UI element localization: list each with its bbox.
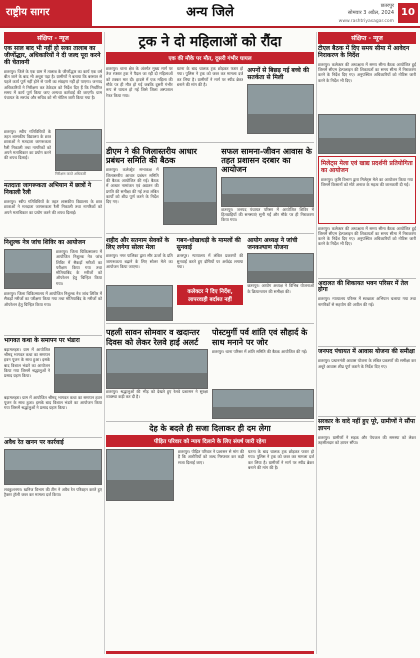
article-text: छतरपुर। जिले के एक ग्राम में तालाब के जीर्णोद्धार का कार्य एक वर्ष बीत जाने के बाद भी अधूरा पड़ा है। ग्रामीणों ने बताया कि बरसात से पहले कार्य पूर्ण नहीं होने से पानी का संग्रहण नहीं हो पाएगा। जनपद अधिकारियों ने निरीक्षण कर ठेकेदार को निर्देश दिए हैं कि निर्धारित समय में कार्य पूर्ण किया जाए अन्यथा कार्रवाई की जाएगी। ग्राम पंचायत के सरपंच और सचिव को भी नोटिस जारी किया गया है। — [4, 68, 102, 101]
date-label: सोमवार 3 अप्रैल, 2024 — [347, 10, 394, 16]
article-text: छतरपुर। न्यायालय परिसर में स्वच्छता अभियान चलाया गया तथा नागरिकों से सहयोग की अपील की गई। — [318, 296, 416, 307]
middle-column — [106, 32, 314, 654]
article-text: छतरपुर। नगर पालिका द्वारा सौर ऊर्जा के प्रति जागरूकता बढ़ाने के लिए सोलर मेले का आयोजन किया जाएगा। — [106, 253, 173, 270]
headline: गबन-धोखाधड़ी के मामलों की सुनवाई — [176, 236, 241, 251]
right-column — [318, 32, 416, 654]
column-divider — [316, 32, 317, 654]
column-divider — [104, 32, 105, 654]
news-photo — [4, 449, 102, 485]
masthead-info — [348, 3, 394, 17]
highlight-box: कलेक्टर ने दिए निर्देश, लापरवाही बर्दाश्त नहीं — [177, 285, 244, 305]
headline: मतदाता जागरूकता अभियान में छात्रों ने निकाली रैली — [4, 182, 92, 197]
headline: डीएम ने की जिलास्तरीय आधार प्रबंधन समिति की बैठक — [106, 146, 197, 166]
headline: सफल सामना-जीवन आवास के तहत प्रशासन दरबार का आयोजन — [221, 146, 312, 175]
section-title: अन्य जिले — [186, 5, 234, 20]
article-text: छतरपुर। स्वीप गतिविधियों के तहत शासकीय विद्यालय के छात्र छात्राओं ने मतदाता जागरूकता रैली निकाली तथा नागरिकों को अपने मताधिकार का प्रयोग करने की शपथ दिलाई। — [4, 128, 51, 161]
news-photo — [106, 285, 173, 321]
article-text: छतरपुर। पीड़ित परिवार ने प्रशासन से मांग की है कि आरोपियों को जल्द गिरफ्तार कर कड़ी सजा दिलाई जाए। — [178, 449, 244, 465]
article-text: छतरपुर। कृषि विभाग द्वारा मिलेट्स मेले का आयोजन किया गया जिसमें किसानों को मोटे अनाज के महत्व की जानकारी दी गई। — [321, 176, 413, 187]
news-photo — [318, 114, 416, 154]
article-text: छतरपुर। कलेक्ट्रेट सभाकक्ष में जिलास्तरीय आधार प्रबंधन समिति की बैठक आयोजित की गई। बैठक में आधार नामांकन एवं अद्यतन की प्रगति की समीक्षा की गई तथा लंबित कार्यों को शीघ्र पूर्ण करने के निर्देश दिए गए। — [106, 167, 159, 205]
website-url: www.rashtriyasagar.com — [338, 19, 394, 24]
subheadline: पीड़ित परिवार को न्याय दिलाने के लिए संघर्ष जारी रहेगा — [106, 435, 314, 447]
article-text: छतरपुर। स्वीप गतिविधियों के तहत शासकीय विद्यालय के छात्र छात्राओं ने मतदाता जागरूकता रैली निकाली तथा नागरिकों को अपने मताधिकार का प्रयोग करने की शपथ दिलाई। — [4, 199, 102, 215]
news-photo — [247, 253, 314, 283]
left-column — [4, 32, 102, 654]
article-text: घटना के बाद चालक ट्रक छोड़कर फरार हो गया। पुलिस ने ट्रक को जब्त कर मामला दर्ज कर लिया है। ग्रामीणों ने मार्ग पर स्पीड ब्रेकर बनाने की मांग की है। — [176, 66, 244, 87]
news-photo — [221, 177, 314, 207]
section-band: संक्षिप्त - न्यूज — [318, 32, 416, 44]
headline: अपनों से बिछड़ गई बच्चे की सतर्कता से मिली — [247, 67, 310, 81]
boxed-story — [318, 156, 416, 224]
headline: भागवत कथा के समापन पर भंडारा — [4, 336, 80, 344]
headline: निशुल्क नेत्र जांच शिविर का आयोजन — [4, 239, 86, 247]
headline: अदालत की शिकायत भवन परिसर में तेल होगा — [318, 279, 409, 294]
footer-strip — [106, 651, 314, 654]
headline: अवैध रेत खनन पर कार्रवाई — [4, 438, 64, 446]
article-text: बड़ामलहरा। ग्राम में आयोजित श्रीमद् भागवत कथा का समापन हवन पूजन के साथ हुआ। इसके बाद विशाल भंडारे का आयोजन किया गया जिसमें श्रद्धालुओं ने प्रसाद ग्रहण किया। — [4, 346, 50, 379]
article-text: घटना के बाद चालक ट्रक छोड़कर फरार हो गया। पुलिस ने ट्रक को जब्त कर मामला दर्ज कर लिया है। ग्रामीणों ने मार्ग पर स्पीड ब्रेकर बनाने की मांग की है। — [248, 449, 314, 470]
article-text: छतरपुर। कलेक्टर की अध्यक्षता में समय सीमा बैठक आयोजित हुई जिसमें सीएम हेल्पलाइन की शिकायतों का समय सीमा में निराकरण करने के निर्देश दिए गए। अनुपस्थित अधिकारियों को नोटिस जारी करने के निर्देश भी दिए। — [318, 225, 416, 247]
lead-headline: ट्रक ने दो महिलाओं को रौंदा — [138, 34, 282, 50]
news-photo — [163, 167, 218, 225]
news-photo — [106, 449, 174, 501]
news-photo — [212, 389, 314, 419]
article-text: छतरपुर। जिला चिकित्सालय में आयोजित निशुल्क नेत्र जांच शिविर में सैकड़ों मरीजों का परीक्षण किया गया तथा मोतियाबिंद के मरीजों को ऑपरेशन हेतु चिन्हित किया गया। — [56, 248, 102, 286]
headline: शहीद और सतनाम सेवकों के लिए लगेगा सोलर मेला — [106, 236, 170, 251]
article-text: छतरपुर। श्रद्धालुओं की भीड़ को देखते हुए रेलवे प्रशासन ने सुरक्षा व्यवस्था कड़ी कर दी है। — [106, 388, 208, 400]
article-text: छतरपुर। थाना क्षेत्र के अंतर्गत मुख्य मार्ग पर तेज रफ्तार ट्रक ने पैदल जा रही दो महिलाओं को टक्कर मार दी। हादसे में एक महिला की मौके पर ही मौत हो गई जबकि दूसरी गंभीर रूप से घायल हो गई जिसे जिला अस्पताल रेफर किया गया। — [106, 66, 173, 98]
headline: पहली सावन सोमवार व खदान्तर दिवस को लेकर रेलवे हाई अलर्ट — [106, 327, 200, 347]
page-number: 10 — [398, 3, 418, 23]
article-text: लवकुशनगर। खनिज विभाग की टीम ने अवैध रेत परिवहन करते हुए ट्रैक्टर ट्रॉली जब्त कर मामला दर्ज किया। — [4, 486, 102, 498]
article-text: छतरपुर। प्रधानमंत्री आवास योजना के लंबित प्रकरणों की समीक्षा कर अधूरे आवास शीघ्र पूर्ण कराने के निर्देश दिए गए। — [318, 358, 416, 369]
headline: पोस्टमुर्गी पर्व शांति एवं सौहार्द के साथ मनाने पर जोर — [212, 327, 308, 347]
headline: सरकार के वादे नहीं हुए पूरे, ग्रामीणों ने सौंपा ज्ञापन — [318, 418, 415, 433]
headline: देह के बदले ही सजा दिलाकर ही दम लेगा — [149, 422, 271, 433]
article-text: छतरपुर। थाना परिसर में शांति समिति की बैठक आयोजित की गई। — [212, 348, 308, 354]
article-text: छतरपुर। कलेक्टर की अध्यक्षता में समय सीमा बैठक आयोजित हुई जिसमें सीएम हेल्पलाइन की शिकायतों का समय सीमा में निराकरण करने के निर्देश दिए गए। अनुपस्थित अधिकारियों को नोटिस जारी करने के निर्देश भी दिए। — [318, 61, 416, 83]
photo-caption: निरीक्षण करते अधिकारी — [55, 171, 87, 176]
news-photo — [247, 84, 314, 134]
lead-subheadline: एक की मौके पर मौत, दूसरी गंभीर घायल — [106, 52, 314, 64]
headline: एक साल बाद भी नहीं हो सका तालाब का जीर्णोद्धार, अधिकारियों ने दी जल्द पूरा करने की चेतावनी — [4, 45, 101, 66]
article-text: छतरपुर। ग्रामीणों ने सड़क और पेयजल की समस्या को लेकर तहसीलदार को ज्ञापन सौंपा। — [318, 435, 416, 446]
city-label: छतरपुर — [380, 3, 394, 9]
article-text: छतरपुर। न्यायालय में लंबित प्रकरणों की सुनवाई करते हुए दोषियों पर अर्थदंड लगाया गया। — [176, 253, 244, 270]
headline: जनपद पंचायत में आवास योजना की समीक्षा — [318, 348, 415, 356]
headline: आयोग अध्यक्ष ने जांची जनकल्याण योजना — [247, 236, 298, 251]
article-text: बड़ामलहरा। ग्राम में आयोजित श्रीमद् भागवत कथा का समापन हवन पूजन के साथ हुआ। इसके बाद विशाल भंडारे का आयोजन किया गया जिसमें श्रद्धालुओं ने प्रसाद ग्रहण किया। — [4, 394, 102, 411]
headline: मिलेट्स मेला एवं खाद्य प्रदर्शनी प्रतियोगिता का आयोजन — [321, 159, 413, 174]
brand-logo: राष्ट्रीय सागर — [0, 0, 92, 26]
article-text: छतरपुर। जनपद पंचायत परिसर में आयोजित शिविर में हितग्राहियों की समस्याएं सुनी गईं और मौके पर ही निराकरण किया गया। — [221, 206, 314, 223]
article-text: छतरपुर। आयोग अध्यक्ष ने विभिन्न योजनाओं के क्रियान्वयन की समीक्षा की। — [247, 283, 314, 294]
masthead — [0, 0, 420, 28]
section-band: संक्षिप्त - न्यूज — [4, 32, 102, 44]
article-text: छतरपुर। जिला चिकित्सालय में आयोजित निशुल्क नेत्र जांच शिविर में सैकड़ों मरीजों का परीक्षण किया गया तथा मोतियाबिंद के मरीजों को ऑपरेशन हेतु चिन्हित किया गया। — [4, 290, 102, 307]
headline: टीएल बैठक में दिए समय सीमा में आवेदन निराकरण के निर्देश — [318, 45, 410, 59]
news-photo — [55, 129, 102, 171]
news-photo — [4, 249, 52, 289]
news-photo — [54, 347, 102, 393]
news-photo — [106, 349, 208, 389]
